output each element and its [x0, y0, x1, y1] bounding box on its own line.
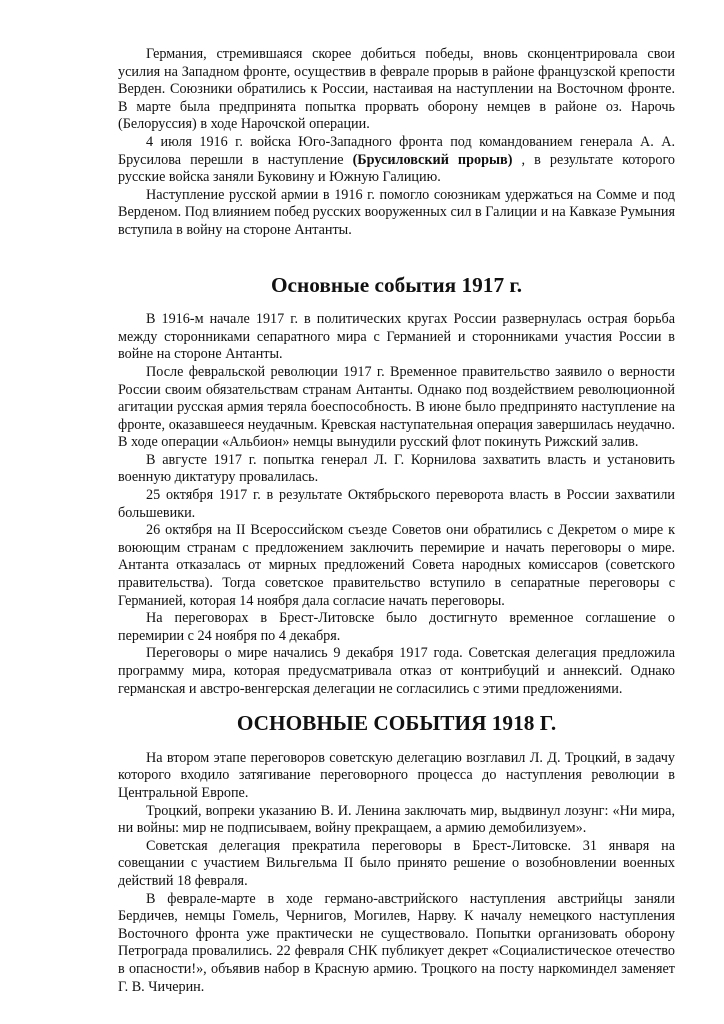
paragraph-romania: Наступление русской армии в 1916 г. помогло союзникам удержаться на Сомме и под Верденом. Под влиянием побед русских вооруженных сил в Галиции и на Кавказе Румыния вступила в войну на стороне Антанты.	[118, 186, 675, 238]
paragraph-1917-7: Переговоры о мире начались 9 декабря 1917 года. Советская делегация предложила программу мира, которая предусматривала отказ от контрибуций и аннексий. Однако германская и австро-венгерская делегации не согласились с этими предложениями.	[118, 645, 675, 697]
paragraph-1917-1: В 1916-м начале 1917 г. в политических кругах России развернулась острая борьба между сторонниками сепаратного мира с Германией и сторонниками участия России в войне на стороне Антанты.	[118, 311, 675, 363]
paragraph-1917-3: В августе 1917 г. попытка генерал Л. Г. Корнилова захватить власть и установить военную диктатуру провалилась.	[118, 451, 675, 486]
brusilov-text-start: 4 июля 1916 г. войска Юго-Западного фронта под командованием генерала А. А. Брусилова перешли в наступление	[118, 133, 675, 168]
paragraph-1917-4: 25 октября 1917 г. в результате Октябрьского переворота власть в России захватили большевики.	[118, 487, 675, 521]
document-page	[118, 46, 675, 996]
heading-1918: ОСНОВНЫЕ СОБЫТИЯ 1918 Г.	[236, 711, 557, 736]
brusilov-text-end: , в результате которого русские войска заняли Буковину и Южную Галицию.	[118, 151, 676, 186]
paragraph-1917-6: На переговорах в Брест-Литовске было достигнуто временное соглашение о перемирии с 24 ноября по 4 декабря.	[118, 610, 675, 644]
paragraph-1918-4: В феврале-марте в ходе германо-австрийского наступления австрийцы заняли Бердичев, немцы Гомель, Чернигов, Могилев, Нарву. К началу немецкого наступления Восточного фронта уже практически не существовало. Попытки организовать оборону Петрограда провалились. 22 февраля СНК публикует декрет «Социалистическое отечество в опасности!», объявив набор в Красную армию. Троцкого на посту наркоминдел заменяет Г. В. Чичерин.	[118, 890, 675, 995]
heading-1917: Основные события 1917 г.	[270, 272, 523, 297]
paragraph-1918-3: Советская делегация прекратила переговоры в Брест-Литовске. 31 января на совещании с участием Вильгельма II было принято решение о возобновлении военных действий 18 февраля.	[118, 837, 675, 889]
paragraph-brusilov	[118, 134, 675, 187]
paragraph-1918-1: На втором этапе переговоров советскую делегацию возглавил Л. Д. Троцкий, в задачу которого входило затягивание переговорного процесса до наступления революции в Центральной Европе.	[118, 749, 675, 801]
brusilov-breakthrough-bold: (Брусиловский прорыв)	[352, 151, 513, 168]
paragraph-1917-5: 26 октября на II Всероссийском съезде Советов они обратились с Декретом о мире к воюющим странам с предложением заключить перемирие и начать переговоры о мире. Антанта отказалась от мирных предложений Совета народных комиссаров (советского правительства). Тогда советское правительство вступило в сепаратные переговоры с Германией, которая 14 ноября дала согласие начать переговоры.	[118, 522, 675, 609]
paragraph-1918-2: Троцкий, вопреки указанию В. И. Ленина заключать мир, выдвинул лозунг: «Ни мира, ни войны: мир не подписываем, войну прекращаем, а армию демобилизуем».	[118, 802, 675, 837]
paragraph-1917-2: После февральской революции 1917 г. Временное правительство заявило о верности России своим обязательствам странам Антанты. Однако под воздействием революционной агитации русская армия теряла боеспособность. В июне было предпринято наступление на фронте, оказавшееся неудачным. Кревская наступательная операция завершилась неудачно. В ходе операции «Альбион» немцы вынудили русский флот покинуть Рижский залив.	[118, 363, 675, 451]
paragraph-verdun: Германия, стремившаяся скорее добиться победы, вновь сконцентрировала свои усилия на Западном фронте, осуществив в феврале прорыв в районе французской крепости Верден. Союзники обратились к России, настаивая на наступлении на Восточном фронте. В марте была предпринята попытка прорвать оборону немцев в районе оз. Нарочь (Белоруссия) в ходе Нарочской операции.	[118, 46, 675, 133]
